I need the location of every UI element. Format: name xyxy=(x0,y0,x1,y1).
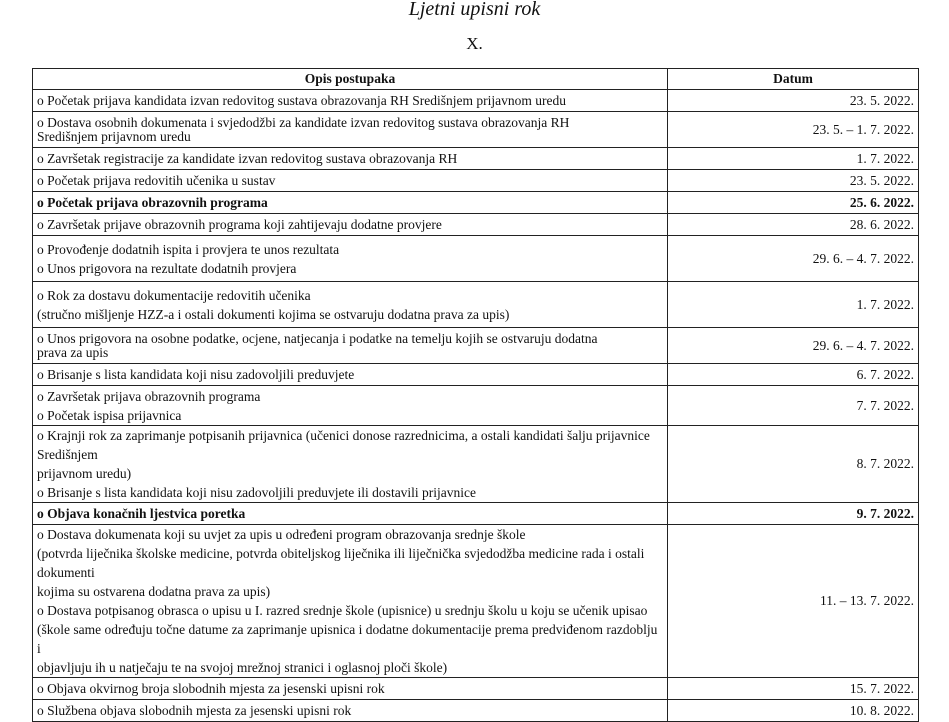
row-date: 6. 7. 2022. xyxy=(668,364,919,386)
row-date: 25. 6. 2022. xyxy=(668,192,919,214)
table-row xyxy=(33,112,919,148)
row-date: 15. 7. 2022. xyxy=(668,678,919,700)
description-line: o Završetak prijave obrazovnih programa koji zahtijevaju dodatne provjere xyxy=(37,216,442,232)
row-description xyxy=(33,503,668,525)
row-date: 7. 7. 2022. xyxy=(668,386,919,426)
schedule-heading: Ljetni upisni rok xyxy=(408,0,541,20)
row-date: 29. 6. – 4. 7. 2022. xyxy=(668,328,919,364)
description-line: prijavnom uredu) xyxy=(37,466,132,481)
description-line: o Brisanje s lista kandidata koji nisu zadovoljili preduvjete xyxy=(37,366,355,382)
table-row xyxy=(33,148,919,170)
table-row xyxy=(33,90,919,112)
table-row xyxy=(33,426,919,503)
description-line: o Službena objava slobodnih mjesta za jesenski upisni rok xyxy=(37,702,352,718)
description-line: o Dostava potpisanog obrasca o upisu u I. razred srednje škole (upisnice) u srednju školu u koju se učenik upisao xyxy=(37,603,648,618)
row-date: 1. 7. 2022. xyxy=(668,148,919,170)
schedule-table xyxy=(32,68,919,722)
row-description xyxy=(33,328,668,364)
row-date: 11. – 13. 7. 2022. xyxy=(668,525,919,678)
description-line: o Krajnji rok za zaprimanje potpisanih prijavnica (učenici donose razrednicima, a ostali kandidati šalju prijavnice Središnjem xyxy=(37,428,650,462)
row-description xyxy=(33,282,668,328)
row-description xyxy=(33,112,668,148)
row-description xyxy=(33,525,668,678)
row-date: 28. 6. 2022. xyxy=(668,214,919,236)
description-line: o Provođenje dodatnih ispita i provjera te unos rezultata xyxy=(37,241,340,257)
row-date: 23. 5. – 1. 7. 2022. xyxy=(668,112,919,148)
row-description xyxy=(33,426,668,503)
description-line: o Unos prigovora na rezultate dodatnih provjera xyxy=(37,260,297,276)
description-line: o Rok za dostavu dokumentacije redovitih učenika xyxy=(37,287,311,303)
description-line: kojima su ostvarena dodatna prava za upis) xyxy=(37,584,271,599)
row-description xyxy=(33,364,668,386)
header-date: Datum xyxy=(668,69,919,90)
table-row xyxy=(33,328,919,364)
row-description xyxy=(33,236,668,282)
section-number: X. xyxy=(466,34,483,53)
row-date: 1. 7. 2022. xyxy=(668,282,919,328)
table-row xyxy=(33,236,919,282)
description-line: prava za upis xyxy=(37,344,109,360)
table-row xyxy=(33,214,919,236)
description-line: o Unos prigovora na osobne podatke, ocjene, natjecanja i podatke na temelju kojih se ostvaruju dodatna xyxy=(37,330,598,346)
table-row xyxy=(33,170,919,192)
description-line: o Objava konačnih ljestvica poretka xyxy=(37,505,246,521)
row-description xyxy=(33,214,668,236)
table-row xyxy=(33,503,919,525)
table-row xyxy=(33,386,919,426)
description-line: (potvrda liječnika školske medicine, potvrda obiteljskog liječnika ili liječnička svjedodžba medicine rada i ostali dokumenti xyxy=(37,546,645,580)
row-description xyxy=(33,90,668,112)
description-line: o Brisanje s lista kandidata koji nisu zadovoljili preduvjete ili dostavili prijavnice xyxy=(37,485,477,500)
description-line: (stručno mišljenje HZZ-a i ostali dokumenti kojima se ostvaruju dodatna prava za upis) xyxy=(37,306,510,322)
row-description xyxy=(33,192,668,214)
table-row xyxy=(33,700,919,722)
description-line: o Početak prijava redovitih učenika u sustav xyxy=(37,172,276,188)
row-date: 8. 7. 2022. xyxy=(668,426,919,503)
row-date: 9. 7. 2022. xyxy=(668,503,919,525)
row-date: 23. 5. 2022. xyxy=(668,90,919,112)
description-line: o Dostava osobnih dokumenata i svjedodžbi za kandidate izvan redovitog sustava obrazovanja RH xyxy=(37,114,570,130)
description-line: o Završetak prijava obrazovnih programa xyxy=(37,388,261,404)
description-line: o Početak prijava obrazovnih programa xyxy=(37,194,268,210)
row-description xyxy=(33,148,668,170)
row-description xyxy=(33,700,668,722)
table-row xyxy=(33,282,919,328)
row-description xyxy=(33,170,668,192)
table-row xyxy=(33,192,919,214)
header-description: Opis postupaka xyxy=(33,69,668,90)
description-line: o Početak ispisa prijavnica xyxy=(37,407,182,423)
description-line: objavljuju ih u natječaju te na svojoj mrežnoj stranici i oglasnoj ploči škole) xyxy=(37,660,448,675)
description-line: o Početak prijava kandidata izvan redovitog sustava obrazovanja RH Središnjem prijavnom uredu xyxy=(37,92,566,108)
description-line: o Dostava dokumenata koji su uvjet za upis u određeni program obrazovanja srednje škole xyxy=(37,527,526,542)
table-header-row xyxy=(33,69,919,90)
row-date: 29. 6. – 4. 7. 2022. xyxy=(668,236,919,282)
description-line: o Završetak registracije za kandidate izvan redovitog sustava obrazovanja RH xyxy=(37,150,458,166)
row-description xyxy=(33,386,668,426)
row-date: 23. 5. 2022. xyxy=(668,170,919,192)
table-row xyxy=(33,525,919,678)
description-line: (škole same određuju točne datume za zaprimanje upisnica i dodatne dokumentacije prema predviđenom razdoblju i xyxy=(37,622,658,656)
description-line: Središnjem prijavnom uredu xyxy=(37,128,191,144)
description-line: o Objava okvirnog broja slobodnih mjesta za jesenski upisni rok xyxy=(37,680,385,696)
table-row xyxy=(33,364,919,386)
row-date: 10. 8. 2022. xyxy=(668,700,919,722)
